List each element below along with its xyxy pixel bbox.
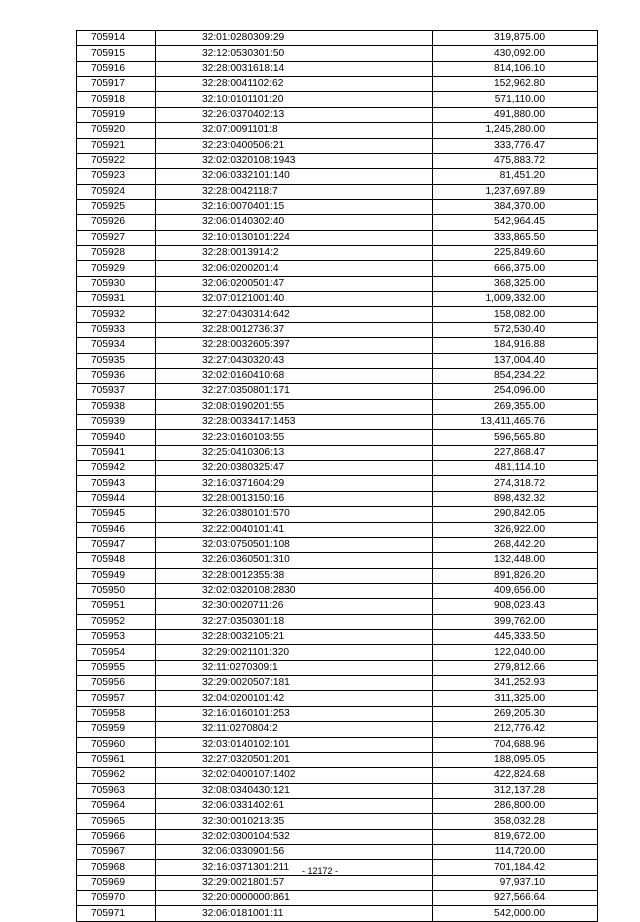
table-row [77,845,598,860]
table-row [77,384,598,399]
cadastral-number-cell: 32:02:0320108:1943 [156,153,433,168]
cadastral-number-cell: 32:27:0430320:43 [156,353,433,368]
cadastral-number-cell: 32:02:0160410:68 [156,368,433,383]
amount-cell: 333,776.47 [433,138,598,153]
cadastral-number-cell: 32:28:0032605:397 [156,338,433,353]
amount-cell: 1,237,697.89 [433,184,598,199]
table-row [77,461,598,476]
record-number-cell: 705962 [77,768,156,783]
table-row [77,583,598,598]
cadastral-number-cell: 32:29:0020507:181 [156,676,433,691]
cadastral-number-cell: 32:10:0130101:224 [156,230,433,245]
cadastral-number-cell: 32:10:0101101:20 [156,92,433,107]
cadastral-number-cell: 32:25:0410306:13 [156,445,433,460]
cadastral-number-cell: 32:06:0200501:47 [156,276,433,291]
cadastral-number-cell: 32:29:0021101:320 [156,645,433,660]
table-row [77,752,598,767]
record-number-cell: 705940 [77,430,156,445]
cadastral-number-cell: 32:16:0371301:211 [156,860,433,875]
cadastral-number-cell: 32:04:0200101:42 [156,691,433,706]
table-row [77,814,598,829]
amount-cell: 290,842.05 [433,507,598,522]
table-row [77,645,598,660]
cadastral-number-cell: 32:08:0340430:121 [156,783,433,798]
record-number-cell: 705948 [77,553,156,568]
amount-cell: 927,566.64 [433,891,598,906]
amount-cell: 97,937.10 [433,875,598,890]
cadastral-number-cell: 32:06:0332101:140 [156,169,433,184]
amount-cell: 13,411,465.76 [433,414,598,429]
amount-cell: 274,318.72 [433,476,598,491]
table-row [77,230,598,245]
table-row [77,445,598,460]
record-number-cell: 705960 [77,737,156,752]
cadastral-number-cell: 32:08:0190201:55 [156,399,433,414]
record-number-cell: 705961 [77,752,156,767]
cadastral-number-cell: 32:16:0070401:15 [156,199,433,214]
table-row [77,737,598,752]
record-number-cell: 705938 [77,399,156,414]
cadastral-number-cell: 32:28:0013150:16 [156,491,433,506]
amount-cell: 341,252.93 [433,676,598,691]
amount-cell: 368,325.00 [433,276,598,291]
record-number-cell: 705956 [77,676,156,691]
record-number-cell: 705924 [77,184,156,199]
table-row [77,660,598,675]
amount-cell: 422,824.68 [433,768,598,783]
record-number-cell: 705965 [77,814,156,829]
table-row [77,783,598,798]
amount-cell: 475,883.72 [433,153,598,168]
cadastral-number-cell: 32:02:0300104:532 [156,829,433,844]
amount-cell: 184,916.88 [433,338,598,353]
record-number-cell: 705958 [77,706,156,721]
cadastral-number-cell: 32:29:0021801:57 [156,875,433,890]
table-row [77,292,598,307]
cadastral-number-cell: 32:06:0181001:11 [156,906,433,921]
amount-cell: 445,333.50 [433,630,598,645]
table-row [77,630,598,645]
table-row [77,31,598,46]
table-row [77,307,598,322]
table-row [77,368,598,383]
record-number-cell: 705919 [77,107,156,122]
table-row [77,722,598,737]
table-row [77,706,598,721]
cadastral-number-cell: 32:11:0270804:2 [156,722,433,737]
record-number-cell: 705939 [77,414,156,429]
amount-cell: 137,004.40 [433,353,598,368]
amount-cell: 384,370.00 [433,199,598,214]
amount-cell: 409,656.00 [433,583,598,598]
amount-cell: 1,245,280.00 [433,123,598,138]
cadastral-number-cell: 32:28:0041102:62 [156,77,433,92]
table-row [77,215,598,230]
table-row [77,322,598,337]
cadastral-number-cell: 32:06:0140302:40 [156,215,433,230]
cadastral-number-cell: 32:06:0200201:4 [156,261,433,276]
record-number-cell: 705968 [77,860,156,875]
table-row [77,553,598,568]
table-row [77,568,598,583]
cadastral-number-cell: 32:28:0012736:37 [156,322,433,337]
table-row [77,261,598,276]
cadastral-number-cell: 32:27:0430314:642 [156,307,433,322]
table-row [77,614,598,629]
record-number-cell: 705957 [77,691,156,706]
amount-cell: 268,442.20 [433,537,598,552]
amount-cell: 701,184.42 [433,860,598,875]
amount-cell: 227,868.47 [433,445,598,460]
amount-cell: 254,096.00 [433,384,598,399]
cadastral-number-cell: 32:16:0371604:29 [156,476,433,491]
table-row [77,676,598,691]
amount-cell: 188,095.05 [433,752,598,767]
table-row [77,276,598,291]
record-number-cell: 705952 [77,614,156,629]
cadastral-number-cell: 32:28:0032105:21 [156,630,433,645]
table-row [77,169,598,184]
cadastral-number-cell: 32:03:0140102:101 [156,737,433,752]
table-row [77,399,598,414]
cadastral-number-cell: 32:27:0320501:201 [156,752,433,767]
cadastral-number-cell: 32:28:0012355:38 [156,568,433,583]
cadastral-number-cell: 32:16:0160101:253 [156,706,433,721]
amount-cell: 430,092.00 [433,46,598,61]
cadastral-number-cell: 32:26:0360501:310 [156,553,433,568]
record-number-cell: 705925 [77,199,156,214]
table-row [77,92,598,107]
amount-cell: 572,530.40 [433,322,598,337]
cadastral-number-cell: 32:27:0350801:171 [156,384,433,399]
cadastral-number-cell: 32:22:0040101:41 [156,522,433,537]
cadastral-number-cell: 32:11:0270309:1 [156,660,433,675]
amount-cell: 333,865.50 [433,230,598,245]
cadastral-number-cell: 32:30:0020711:26 [156,599,433,614]
table-row [77,507,598,522]
cadastral-number-cell: 32:02:0320108:2830 [156,583,433,598]
amount-cell: 854,234.22 [433,368,598,383]
amount-cell: 212,776.42 [433,722,598,737]
record-number-cell: 705922 [77,153,156,168]
amount-cell: 481,114.10 [433,461,598,476]
table-row [77,246,598,261]
table-row [77,153,598,168]
amount-cell: 704,688.96 [433,737,598,752]
record-number-cell: 705950 [77,583,156,598]
record-number-cell: 705955 [77,660,156,675]
table-row [77,46,598,61]
amount-cell: 891,826.20 [433,568,598,583]
record-number-cell: 705932 [77,307,156,322]
table-row [77,414,598,429]
table-row [77,338,598,353]
table-row [77,430,598,445]
amount-cell: 542,000.00 [433,906,598,921]
amount-cell: 596,565.80 [433,430,598,445]
cadastral-number-cell: 32:27:0350301:18 [156,614,433,629]
cadastral-number-cell: 32:30:0010213:35 [156,814,433,829]
record-number-cell: 705971 [77,906,156,921]
cadastral-number-cell: 32:28:0033417:1453 [156,414,433,429]
table-row [77,906,598,921]
record-number-cell: 705928 [77,246,156,261]
amount-cell: 279,812.66 [433,660,598,675]
cadastral-number-cell: 32:20:0380325:47 [156,461,433,476]
cadastral-number-cell: 32:23:0160103:55 [156,430,433,445]
table-row [77,891,598,906]
cadastral-number-cell: 32:20:0000000:861 [156,891,433,906]
record-number-cell: 705949 [77,568,156,583]
amount-cell: 269,205.30 [433,706,598,721]
amount-cell: 819,672.00 [433,829,598,844]
cadastral-number-cell: 32:02:0400107:1402 [156,768,433,783]
table-row [77,829,598,844]
record-number-cell: 705954 [77,645,156,660]
record-number-cell: 705915 [77,46,156,61]
table-row [77,77,598,92]
table-row [77,107,598,122]
record-number-cell: 705944 [77,491,156,506]
record-number-cell: 705934 [77,338,156,353]
table-row [77,353,598,368]
record-number-cell: 705963 [77,783,156,798]
amount-cell: 542,964.45 [433,215,598,230]
table-row [77,199,598,214]
table-row [77,138,598,153]
amount-cell: 152,962.80 [433,77,598,92]
cadastral-number-cell: 32:12:0530301:50 [156,46,433,61]
amount-cell: 122,040.00 [433,645,598,660]
cadastral-number-cell: 32:28:0042118:7 [156,184,433,199]
record-number-cell: 705959 [77,722,156,737]
table-row [77,61,598,76]
table-row [77,123,598,138]
record-number-cell: 705970 [77,891,156,906]
amount-cell: 571,110.00 [433,92,598,107]
amount-cell: 666,375.00 [433,261,598,276]
record-number-cell: 705921 [77,138,156,153]
record-number-cell: 705935 [77,353,156,368]
record-number-cell: 705947 [77,537,156,552]
record-number-cell: 705920 [77,123,156,138]
record-number-cell: 705951 [77,599,156,614]
cadastral-number-cell: 32:01:0280309:29 [156,31,433,46]
table-body [77,31,598,922]
table-row [77,476,598,491]
amount-cell: 1,009,332.00 [433,292,598,307]
amount-cell: 81,451.20 [433,169,598,184]
record-number-cell: 705929 [77,261,156,276]
amount-cell: 286,800.00 [433,798,598,813]
amount-cell: 399,762.00 [433,614,598,629]
page-number: - 12172 - [301,866,339,876]
amount-cell: 225,849.60 [433,246,598,261]
cadastral-number-cell: 32:06:0331402:61 [156,798,433,813]
amount-cell: 269,355.00 [433,399,598,414]
record-number-cell: 705930 [77,276,156,291]
amount-cell: 312,137.28 [433,783,598,798]
cadastral-number-cell: 32:07:0121001:40 [156,292,433,307]
cadastral-number-cell: 32:26:0370402:13 [156,107,433,122]
table-row [77,491,598,506]
record-number-cell: 705927 [77,230,156,245]
table-row [77,798,598,813]
record-number-cell: 705933 [77,322,156,337]
amount-cell: 326,922.00 [433,522,598,537]
record-number-cell: 705926 [77,215,156,230]
record-number-cell: 705964 [77,798,156,813]
record-number-cell: 705936 [77,368,156,383]
amount-cell: 908,023.43 [433,599,598,614]
record-number-cell: 705969 [77,875,156,890]
table-row [77,522,598,537]
amount-cell: 158,082.00 [433,307,598,322]
cadastral-number-cell: 32:06:0330901:56 [156,845,433,860]
amount-cell: 319,875.00 [433,31,598,46]
cadastral-number-cell: 32:07:0091101:8 [156,123,433,138]
amount-cell: 358,032.28 [433,814,598,829]
cadastral-number-cell: 32:28:0013914:2 [156,246,433,261]
cadastral-number-cell: 32:03:0750501:108 [156,537,433,552]
record-number-cell: 705966 [77,829,156,844]
record-number-cell: 705917 [77,77,156,92]
cadastral-number-cell: 32:26:0380101:570 [156,507,433,522]
table-row [77,691,598,706]
record-number-cell: 705937 [77,384,156,399]
record-number-cell: 705945 [77,507,156,522]
record-number-cell: 705942 [77,461,156,476]
record-number-cell: 705953 [77,630,156,645]
amount-cell: 491,880.00 [433,107,598,122]
table-row [77,599,598,614]
amount-cell: 898,432.32 [433,491,598,506]
record-number-cell: 705923 [77,169,156,184]
amount-cell: 132,448.00 [433,553,598,568]
record-number-cell: 705946 [77,522,156,537]
amount-cell: 814,106.10 [433,61,598,76]
cadastral-number-cell: 32:28:0031618:14 [156,61,433,76]
record-number-cell: 705916 [77,61,156,76]
table-row [77,537,598,552]
record-number-cell: 705967 [77,845,156,860]
record-number-cell: 705914 [77,31,156,46]
record-number-cell: 705918 [77,92,156,107]
amount-cell: 311,325.00 [433,691,598,706]
record-number-cell: 705943 [77,476,156,491]
amount-cell: 114,720.00 [433,845,598,860]
cadastral-number-cell: 32:23:0400506:21 [156,138,433,153]
table-row [77,875,598,890]
table-row [77,184,598,199]
records-table [76,30,598,922]
record-number-cell: 705941 [77,445,156,460]
record-number-cell: 705931 [77,292,156,307]
table-row [77,768,598,783]
